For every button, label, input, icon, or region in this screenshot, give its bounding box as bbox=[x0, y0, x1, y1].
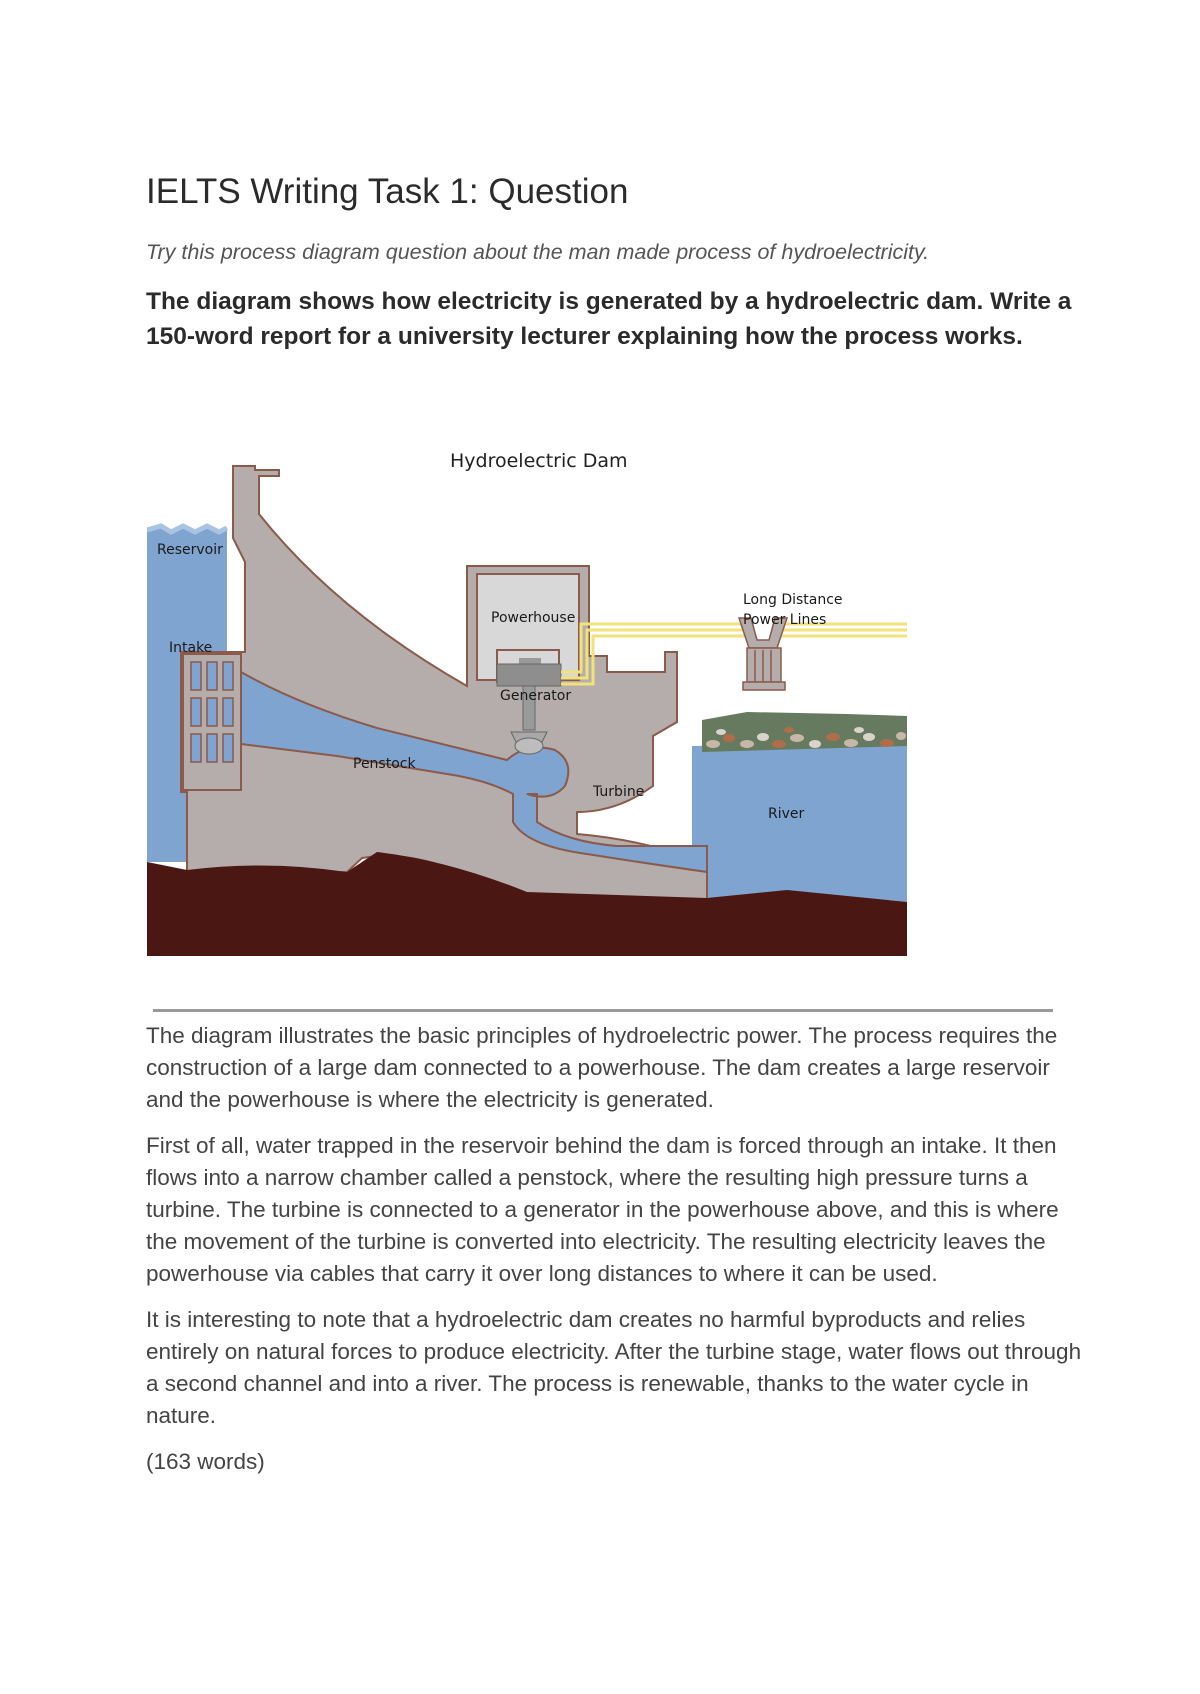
essay-paragraph-2: First of all, water trapped in the reservoir behind the dam is forced through an intake. It then flows into a narrow chamber called a penstock, where the resulting high pressure turns a turbine. The turbine is connected to a generator in the powerhouse above, and this is where the movement of the turbine is converted into electricity. The resulting electricity leaves the powerhouse via cables that carry it over long distances to where it can be used. bbox=[146, 1133, 1059, 1286]
generator-label: Generator bbox=[500, 688, 572, 704]
river-label: River bbox=[768, 806, 805, 822]
intro-text: Try this process diagram question about the man made process of hydroelectricity. bbox=[146, 240, 930, 264]
river-bank bbox=[702, 712, 907, 752]
power-lines-label-line-1: Long Distance bbox=[743, 592, 843, 608]
powerhouse-label: Powerhouse bbox=[491, 610, 576, 626]
reservoir-label: Reservoir bbox=[157, 542, 223, 558]
diagram-title: Hydroelectric Dam bbox=[450, 450, 628, 472]
question-prompt: The diagram shows how electricity is generated by a hydroelectric dam. Write a 150-word report for a university lecturer explaining how the process works. bbox=[146, 288, 1072, 350]
essay-paragraph-1: The diagram illustrates the basic principles of hydroelectric power. The process requires the construction of a large dam connected to a powerhouse. The dam creates a large reservoir and the powerhouse is where the electricity is generated. bbox=[146, 1023, 1058, 1112]
turbine-label: Turbine bbox=[593, 784, 645, 800]
intake-label: Intake bbox=[169, 640, 213, 656]
page-title: IELTS Writing Task 1: Question bbox=[146, 172, 629, 211]
model-answer bbox=[146, 1020, 1086, 1492]
hydroelectric-dam-diagram bbox=[147, 442, 907, 956]
river-water bbox=[692, 742, 907, 902]
penstock-label: Penstock bbox=[353, 756, 416, 772]
essay-paragraph-3: It is interesting to note that a hydroelectric dam creates no harmful byproducts and relies entirely on natural forces to produce electricity. After the turbine stage, water flows out through a second channel and into a river. The process is renewable, thanks to the water cycle in nature. bbox=[146, 1307, 1082, 1428]
section-divider bbox=[153, 1009, 1053, 1012]
word-count: (163 words) bbox=[146, 1449, 265, 1474]
power-lines-label-line-2: Power Lines bbox=[743, 612, 827, 628]
